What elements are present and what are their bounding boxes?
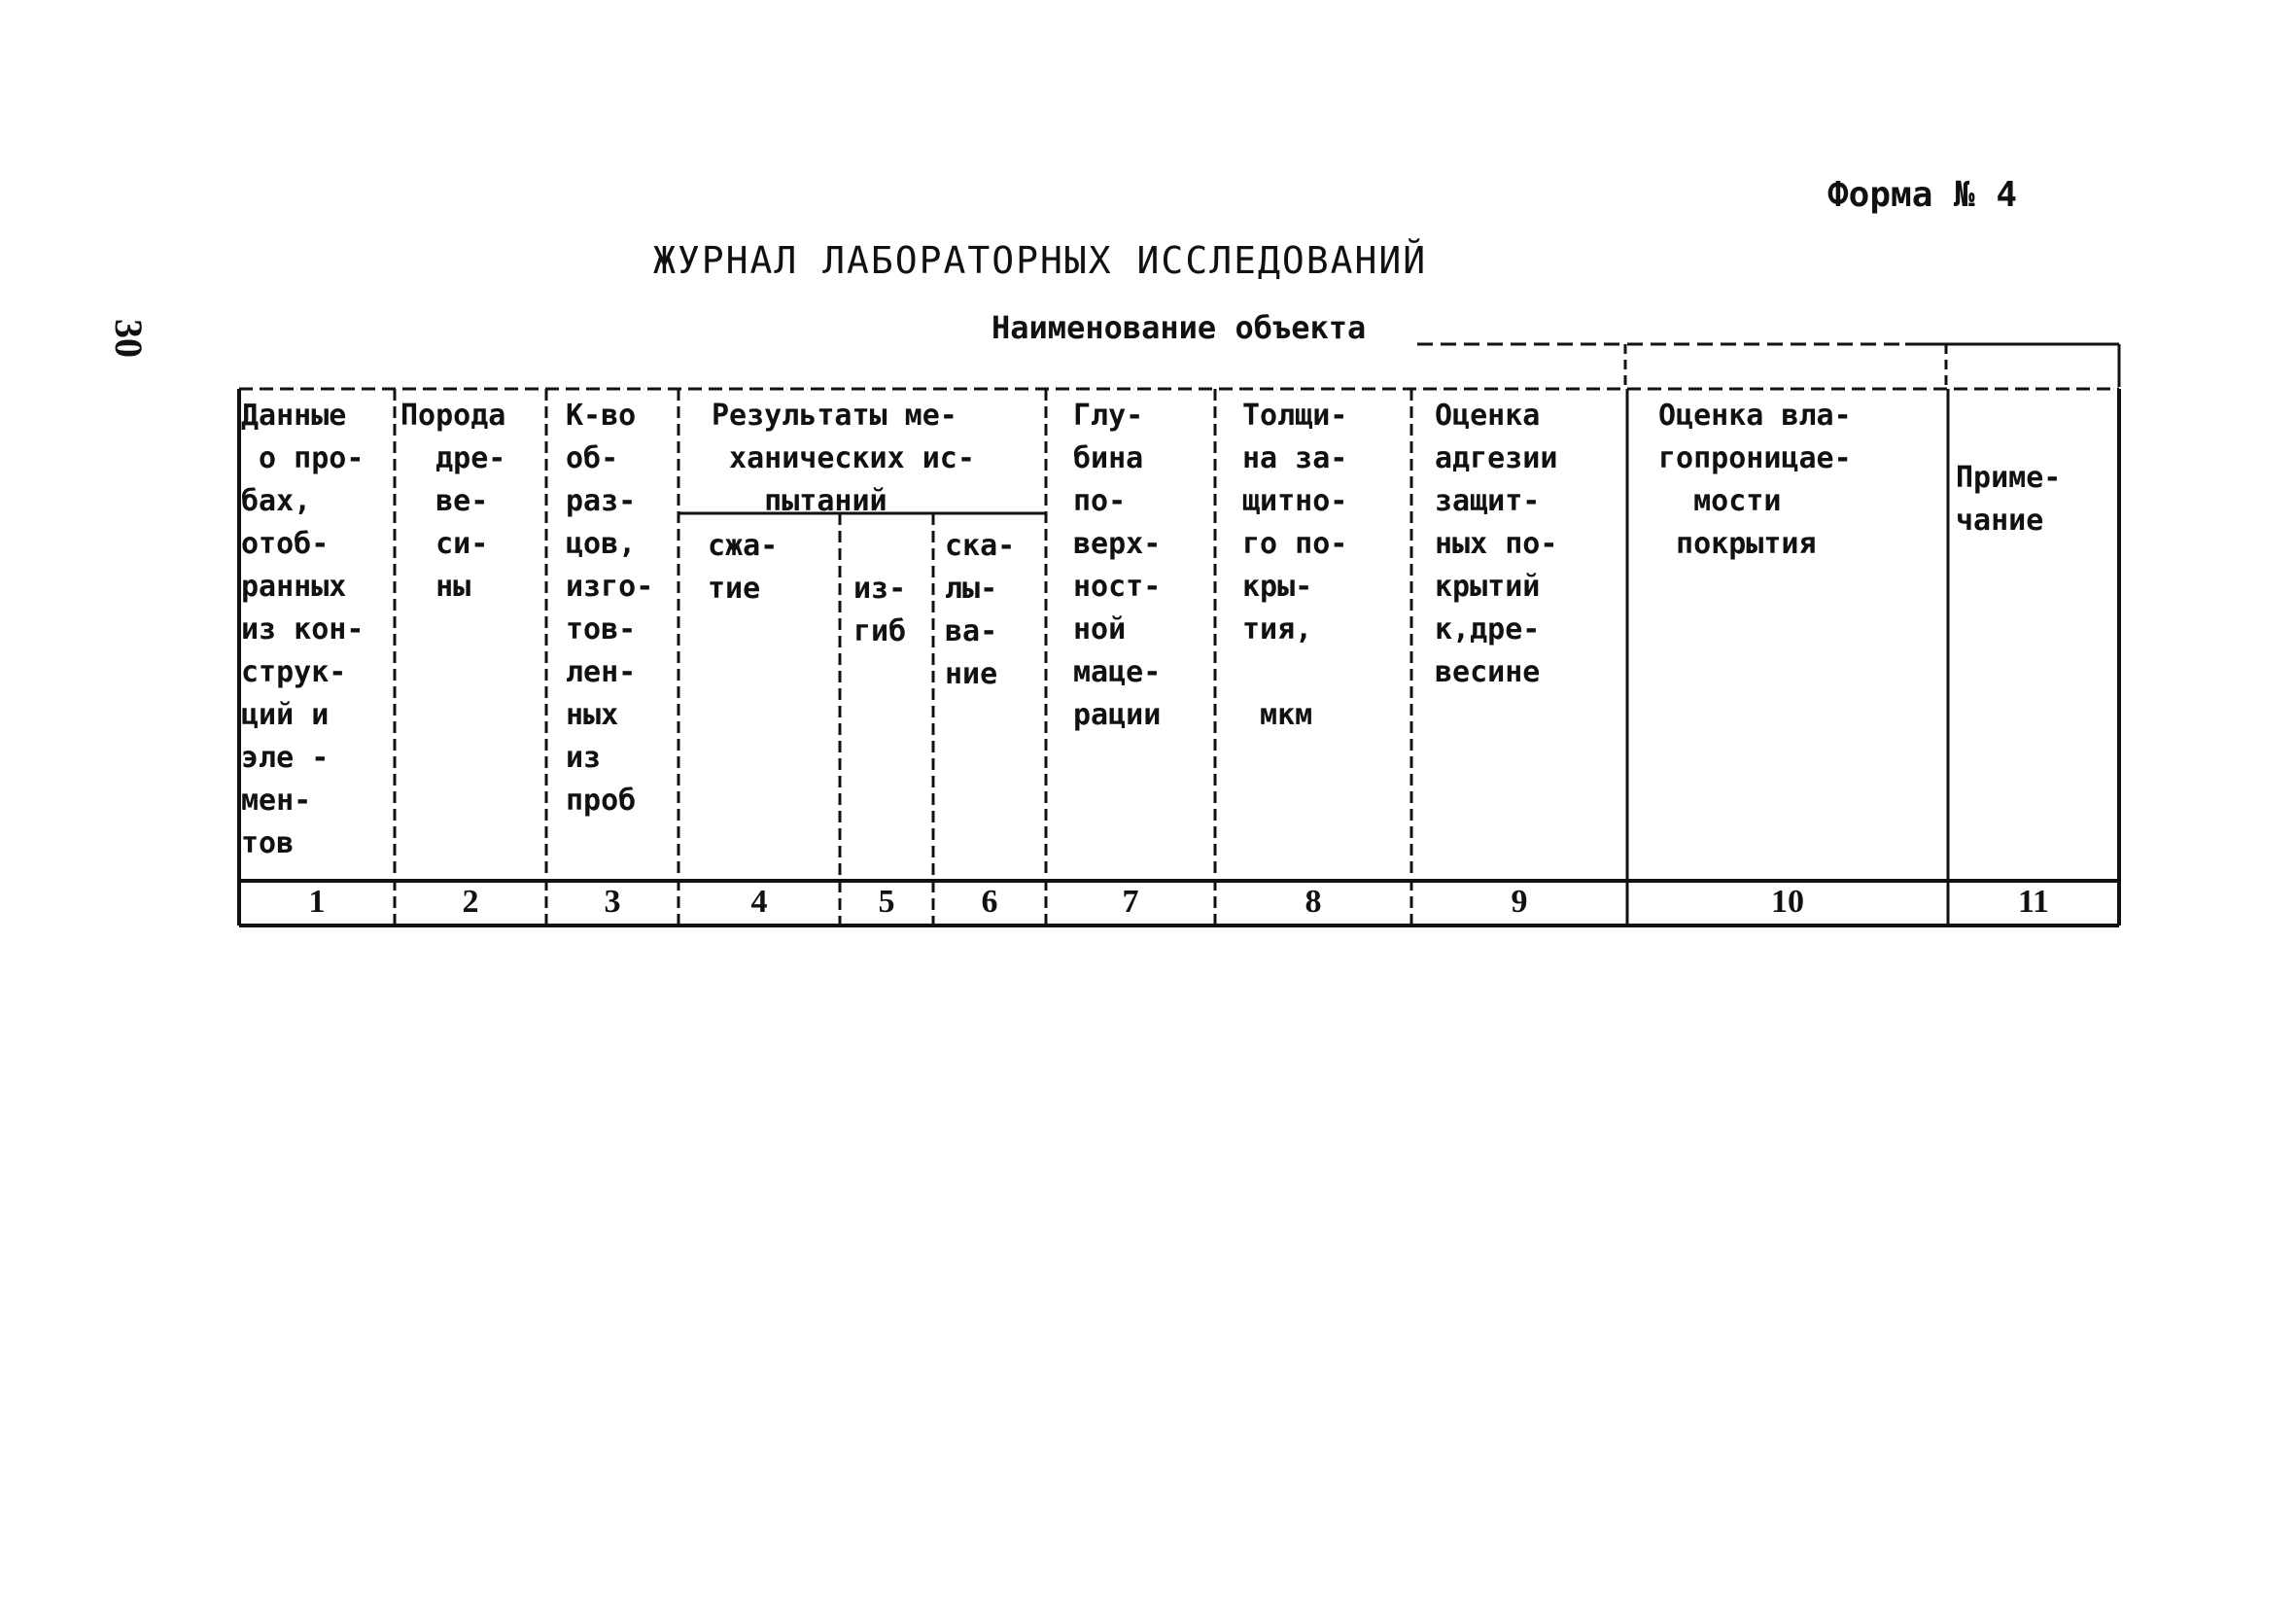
header-shearing: ска- лы- ва- ние: [945, 529, 1016, 691]
column-number: 7: [1122, 884, 1139, 920]
column-number: 11: [2017, 884, 2050, 920]
header-mechanical-tests: Результаты ме- ханических ис- пытаний: [712, 399, 975, 518]
column-number: 5: [878, 884, 895, 920]
header-sample-data: Данные о про- бах, отоб- ранных из кон- струк- ций и эле - мен- тов: [241, 399, 365, 860]
header-bending: из- гиб: [853, 572, 907, 648]
header-compression: сжа- тие: [708, 529, 779, 606]
header-wood-species: Порода дре- ве- си- ны: [400, 399, 506, 604]
header-sample-count: К-во об- раз- цов, изго- тов- лен- ных из проб: [566, 399, 654, 818]
form-label: Форма № 4: [1827, 175, 2018, 215]
column-number: 10: [1771, 884, 1804, 920]
column-number: 4: [750, 884, 768, 920]
column-number: 1: [308, 884, 326, 920]
column-number: 8: [1305, 884, 1322, 920]
header-maceration-depth: Глу- бина по- верх- ност- ной маце- рации: [1073, 399, 1162, 732]
journal-title: ЖУРНАЛ ЛАБОРАТОРНЫХ ИССЛЕДОВАНИЙ: [653, 239, 1428, 282]
header-coating-thickness: Толщи- на за- щитно- го по- кры- тия, мкм: [1242, 399, 1348, 732]
column-number: 2: [462, 884, 479, 920]
header-permeability-assessment: Оценка вла- гопроницае- мости покрытия: [1658, 399, 1852, 561]
column-number: 3: [604, 884, 621, 920]
page-number: 30: [107, 319, 151, 358]
header-notes: Приме- чание: [1956, 461, 2062, 538]
column-number: 9: [1511, 884, 1528, 920]
column-number: 6: [981, 884, 998, 920]
header-adhesion-assessment: Оценка адгезии защит- ных по- крытий к,дре- весине: [1435, 399, 1558, 689]
object-name-label: Наименование объекта: [991, 309, 1367, 346]
